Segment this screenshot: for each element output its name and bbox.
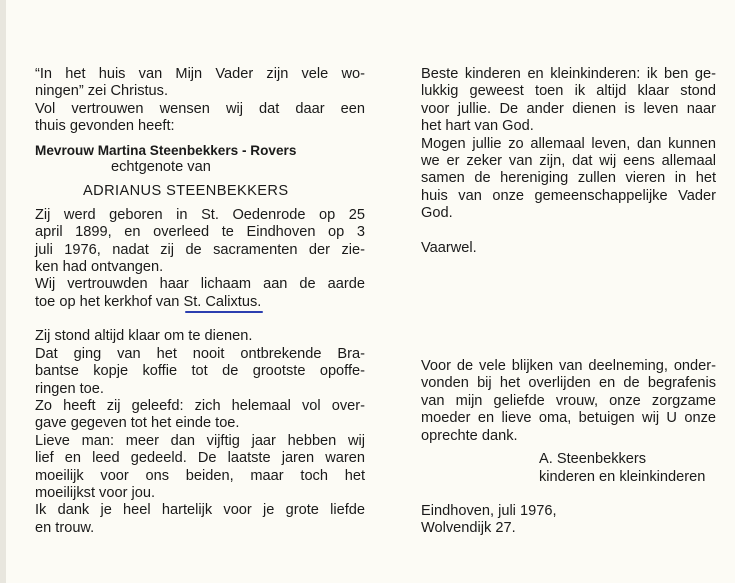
place-date: Eindhoven, juli 1976,: [421, 502, 557, 519]
text-line: moeilijk voor ons beiden, maar toch het: [35, 467, 365, 484]
text-line: samen de hereniging zullen vieren in het: [421, 170, 716, 187]
text-line: juli 1976, nadat zij de sacramenten der zie-: [35, 241, 365, 258]
text-line: God.: [421, 205, 453, 222]
text-line: “In het huis van Mijn Vader zijn vele wo-: [35, 66, 365, 82]
message-text: [421, 66, 716, 223]
text-line: gave gegeven tot het einde toe.: [35, 415, 240, 432]
text-line: bantse kopje koffie tot de grootste opoffe-: [35, 363, 365, 380]
text-line: moeder en lieve oma, betuigen wij U onze: [421, 410, 716, 427]
text-line: vonden bij het overlijden en de begrafenis: [421, 375, 716, 392]
text-line: we er zeker van zijn, dat wij eens allemaal: [421, 153, 716, 170]
address: Wolvendijk 27.: [421, 520, 516, 537]
biography: [35, 207, 365, 277]
spouse-label: echtgenote van: [111, 159, 211, 176]
text-line: Voor de vele blijken van deelneming, onder-: [421, 358, 716, 375]
right-column: [421, 66, 716, 538]
thanks-text: [421, 358, 716, 445]
text-line: lief en leed gedeeld. De laatste jaren waren: [35, 450, 365, 467]
spouse-name: ADRIANUS STEENBEKKERS: [83, 183, 289, 200]
text-line: het hart van God.: [421, 118, 534, 135]
text-line: april 1899, en overleed te Eindhoven op 3: [35, 224, 365, 241]
signature-family: kinderen en kleinkinderen: [539, 468, 706, 485]
burial-place: St. Calixtus.: [183, 293, 262, 310]
burial-text: [35, 276, 365, 311]
text-line: huis van onze gemeenschappelijke Vader: [421, 187, 716, 204]
text-line: [35, 294, 365, 311]
text-line: Zo heeft zij geleefd: zich helemaal vol over-: [35, 397, 365, 414]
text-line: ringen toe.: [35, 380, 104, 397]
bible-quote: [35, 66, 365, 101]
text-line: Lieve man: meer dan vijftig jaar hebben wij: [35, 432, 365, 449]
memories-text: [35, 328, 365, 537]
text-line: Zij stond altijd klaar om te dienen.: [35, 328, 253, 345]
intro-text: [35, 101, 365, 136]
text-line: van mijn geliefde vrouw, onze zorgzame: [421, 392, 716, 409]
text-line: Beste kinderen en kleinkinderen: ik ben ge-: [421, 66, 716, 82]
left-column: [35, 66, 365, 537]
text-line: Zij werd geboren in St. Oedenrode op 25: [35, 206, 365, 223]
burial-prefix: toe op het kerkhof van: [35, 293, 184, 310]
text-line: Wij vertrouwden haar lichaam aan de aarde: [35, 276, 365, 293]
deceased-name: Mevrouw Martina Steenbekkers - Rovers: [35, 142, 297, 158]
text-line: Dat ging van het nooit ontbrekende Bra-: [35, 345, 365, 362]
text-line: lukkig geweest toen ik altijd klaar stond: [421, 83, 716, 100]
text-line: thuis gevonden heeft:: [35, 118, 175, 135]
text-line: Ik dank je heel hartelijk voor je grote liefde: [35, 502, 365, 519]
signature: [421, 451, 716, 486]
text-line: en trouw.: [35, 519, 95, 536]
text-line: moeilijkst voor jou.: [35, 484, 156, 501]
text-line: voor jullie. De ander dienen is leven naar: [421, 100, 716, 117]
text-line: Vol vertrouwen wensen wij dat daar een: [35, 100, 365, 117]
text-line: Mogen jullie zo allemaal leven, dan kunnen: [421, 135, 716, 152]
card-edge: [0, 0, 6, 583]
text-line: ningen” zei Christus.: [35, 83, 169, 100]
text-line: oprechte dank.: [421, 427, 518, 444]
signature-name: A. Steenbekkers: [539, 451, 647, 468]
farewell: Vaarwel.: [421, 239, 477, 256]
text-line: ken had ontvangen.: [35, 259, 164, 276]
